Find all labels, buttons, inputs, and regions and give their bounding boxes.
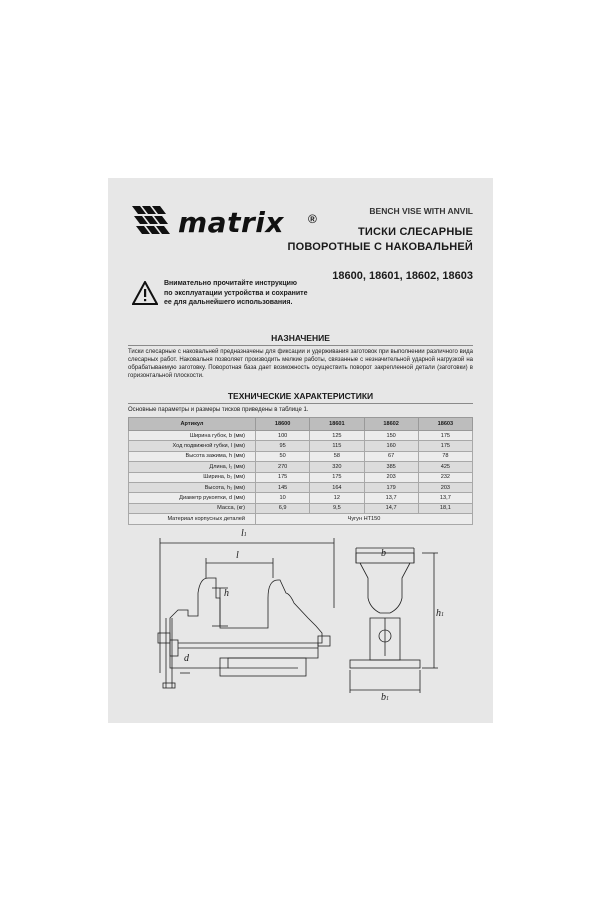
value-cell: 320 xyxy=(310,462,364,472)
table-row xyxy=(129,441,473,451)
param-cell: Масса, (кг) xyxy=(129,503,256,513)
table-row xyxy=(129,451,473,461)
value-cell: 203 xyxy=(418,482,472,492)
dim-b1-letter: b xyxy=(381,692,386,703)
warning-text xyxy=(164,279,308,308)
specs-table xyxy=(128,417,473,525)
value-cell: 175 xyxy=(310,472,364,482)
title-english: BENCH VISE WITH ANVIL xyxy=(369,206,473,216)
dim-h1-sub: 1 xyxy=(441,612,444,618)
header-cell-18602: 18602 xyxy=(364,418,418,431)
value-cell: 145 xyxy=(256,482,310,492)
value-cell: 9,5 xyxy=(310,503,364,513)
table-row xyxy=(129,431,473,441)
specs-header-row xyxy=(129,418,473,431)
header-cell-18600: 18600 xyxy=(256,418,310,431)
warning-triangle-icon xyxy=(132,281,158,305)
value-cell: 100 xyxy=(256,431,310,441)
value-cell: 179 xyxy=(364,482,418,492)
material-label: Материал корпусных деталей xyxy=(129,514,256,524)
article-codes: 18600, 18601, 18602, 18603 xyxy=(332,270,473,282)
matrix-logo-icon xyxy=(130,204,176,238)
dim-h-label: h xyxy=(224,588,229,599)
param-cell: Высота зажима, h (мм) xyxy=(129,451,256,461)
dim-b1-sub: 1 xyxy=(386,696,389,702)
value-cell: 164 xyxy=(310,482,364,492)
purpose-heading: НАЗНАЧЕНИЕ xyxy=(271,333,330,343)
value-cell: 385 xyxy=(364,462,418,472)
value-cell: 13,7 xyxy=(364,493,418,503)
dim-h1-label xyxy=(436,608,444,619)
instruction-sheet xyxy=(108,178,493,723)
dim-l1-sub: 1 xyxy=(243,532,247,538)
value-cell: 270 xyxy=(256,462,310,472)
dim-b1-label xyxy=(381,692,389,703)
value-cell: 175 xyxy=(256,472,310,482)
value-cell: 12 xyxy=(310,493,364,503)
value-cell: 18,1 xyxy=(418,503,472,513)
value-cell: 10 xyxy=(256,493,310,503)
value-cell: 115 xyxy=(310,441,364,451)
warning-line2: по эксплуатации устройства и сохраните xyxy=(164,289,308,297)
warning-block xyxy=(132,279,462,309)
dim-h1-letter: h xyxy=(436,608,441,619)
value-cell: 67 xyxy=(364,451,418,461)
value-cell: 160 xyxy=(364,441,418,451)
brand-logo xyxy=(130,204,317,240)
value-cell: 175 xyxy=(418,431,472,441)
value-cell: 425 xyxy=(418,462,472,472)
header-cell-18603: 18603 xyxy=(418,418,472,431)
param-cell: Высота, h₁ (мм) xyxy=(129,482,256,492)
value-cell: 95 xyxy=(256,441,310,451)
brand-name: matrix xyxy=(178,206,284,239)
table-row xyxy=(129,493,473,503)
value-cell: 78 xyxy=(418,451,472,461)
param-cell: Длина, l₁ (мм) xyxy=(129,462,256,472)
header-cell-article: Артикул xyxy=(129,418,256,431)
value-cell: 175 xyxy=(418,441,472,451)
dim-l-label: l xyxy=(236,550,239,561)
warning-line3: ее для дальнейшего использования. xyxy=(164,299,293,306)
param-cell: Ход подвижной губки, l (мм) xyxy=(129,441,256,451)
header-cell-18601: 18601 xyxy=(310,418,364,431)
value-cell: 13,7 xyxy=(418,493,472,503)
value-cell: 14,7 xyxy=(364,503,418,513)
warning-line1: Внимательно прочитайте инструкцию xyxy=(164,280,297,287)
value-cell: 150 xyxy=(364,431,418,441)
purpose-divider xyxy=(128,345,473,346)
specs-heading: ТЕХНИЧЕСКИЕ ХАРАКТЕРИСТИКИ xyxy=(227,391,374,401)
title-russian-line1: ТИСКИ СЛЕСАРНЫЕ xyxy=(358,226,473,238)
value-cell: 232 xyxy=(418,472,472,482)
value-cell: 50 xyxy=(256,451,310,461)
title-russian-line2: ПОВОРОТНЫЕ С НАКОВАЛЬНЕЙ xyxy=(287,241,473,253)
specs-divider xyxy=(128,403,473,404)
registered-mark: ® xyxy=(308,212,317,226)
table-row xyxy=(129,472,473,482)
table-row xyxy=(129,503,473,513)
specs-intro: Основные параметры и размеры тисков приведены в таблице 1. xyxy=(128,407,309,413)
dim-d-label: d xyxy=(184,653,189,664)
table-row xyxy=(129,482,473,492)
param-cell: Диаметр рукоятки, d (мм) xyxy=(129,493,256,503)
dim-l1-letter: l xyxy=(241,528,244,539)
value-cell: 58 xyxy=(310,451,364,461)
purpose-text: Тиски слесарные с наковальней предназначены для фиксации и удерживания заготовок при выполнении различного вида слесарных работ. Наковальня позволяет производить мелкие работы, связанные с незначительной ударной нагрузкой на обрабатываемую заготовку. Поворотная база дает возможность осуществить поворот закрепленной детали (заготовки) в горизонтальной плоскости. xyxy=(128,349,473,379)
value-cell: 203 xyxy=(364,472,418,482)
value-cell: 125 xyxy=(310,431,364,441)
dim-l1-label xyxy=(241,528,247,539)
value-cell: 6,9 xyxy=(256,503,310,513)
table-row xyxy=(129,462,473,472)
param-cell: Ширина губок, b (мм) xyxy=(129,431,256,441)
param-cell: Ширина, b₁ (мм) xyxy=(129,472,256,482)
dim-b-label: b xyxy=(381,548,386,559)
material-value: Чугун НТ150 xyxy=(256,514,473,524)
